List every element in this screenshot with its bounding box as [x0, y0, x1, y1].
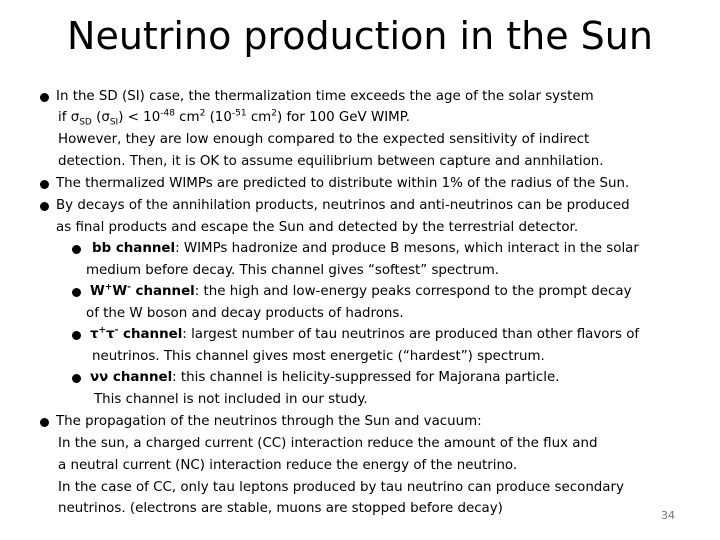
text-line: In the sun, a charged current (CC) interaction reduce the amount of the flux and — [58, 436, 598, 451]
text-line: The thermalized WIMPs are predicted to distribute within 1% of the radius of the Sun. — [56, 176, 630, 191]
text-line: of the W boson and decay products of hadrons. — [86, 306, 404, 321]
sub-bullet-dot — [72, 331, 81, 340]
bullet-dot — [40, 418, 49, 427]
text-segment: : WIMPs hadronize and produce B mesons, which interact in the solar — [175, 241, 639, 256]
text-line — [58, 109, 410, 127]
bullet-dot — [40, 202, 49, 211]
text-line — [90, 283, 632, 301]
sub-bullet-dot — [72, 374, 81, 383]
text-segment: cm — [174, 110, 200, 125]
nu-symbol: ν — [99, 370, 109, 385]
text-line — [90, 326, 639, 344]
text-line: medium before decay. This channel gives “softest” spectrum. — [86, 263, 500, 278]
text-segment: ) < 10 — [118, 110, 161, 125]
text-segment: (10 — [205, 110, 232, 125]
text-segment: if — [58, 110, 71, 125]
text-segment: channel — [118, 327, 183, 342]
text-line: as final products and escape the Sun and detected by the terrestrial detector. — [56, 220, 579, 235]
text-segment: ) for 100 GeV WIMP. — [276, 110, 410, 125]
text-line: However, they are low enough compared to the expected sensitivity of indirect — [58, 132, 590, 147]
text-line: neutrinos. This channel gives most energetic (“hardest”) spectrum. — [92, 349, 545, 364]
text-segment: W — [90, 284, 105, 299]
subscript: SI — [109, 117, 119, 128]
text-line: a neutral current (NC) interaction reduce the energy of the neutrino. — [58, 458, 518, 473]
bullet-dot — [40, 180, 49, 189]
text-line: detection. Then, it is OK to assume equilibrium between capture and annhilation. — [58, 154, 604, 169]
channel-name — [90, 284, 195, 299]
text-segment: cm — [246, 110, 272, 125]
superscript: 2 — [199, 108, 206, 119]
page-number: 34 — [661, 509, 675, 522]
text-segment: : the high and low-energy peaks correspond to the prompt decay — [194, 284, 632, 299]
tau-symbol: τ — [106, 327, 115, 342]
text-line: This channel is not included in our study. — [94, 392, 368, 407]
slide-title: Neutrino production in the Sun — [67, 14, 653, 58]
text-line — [90, 369, 559, 387]
superscript: - — [127, 282, 131, 293]
text-line: By decays of the annihilation products, neutrinos and anti-neutrinos can be produced — [56, 198, 630, 213]
text-segment: : this channel is helicity-suppressed for Majorana particle. — [172, 370, 560, 385]
text-line: The propagation of the neutrinos through the Sun and vacuum: — [56, 414, 482, 429]
superscript: + — [104, 282, 113, 293]
sub-bullet-dot — [72, 245, 81, 254]
superscript: + — [98, 325, 107, 336]
text-line: In the SD (SI) case, the thermalization time exceeds the age of the solar system — [56, 89, 594, 104]
sigma-symbol: σ — [70, 110, 80, 125]
text-segment: channel — [130, 284, 195, 299]
text-segment: channel — [108, 370, 173, 385]
text-line: In the case of CC, only tau leptons produced by tau neutrino can produce secondary — [58, 480, 624, 495]
sigma-symbol: σ — [101, 110, 110, 125]
superscript: 2 — [271, 108, 277, 119]
sub-bullet-dot — [72, 288, 81, 297]
channel-name — [90, 370, 172, 385]
text-line — [92, 240, 639, 258]
superscript: -51 — [231, 108, 247, 119]
tau-symbol: τ — [90, 327, 99, 342]
nu-symbol: ν — [90, 370, 100, 385]
channel-name: bb channel — [92, 241, 176, 256]
text-line: neutrinos. (electrons are stable, muons are stopped before decay) — [58, 501, 503, 516]
text-segment: W — [112, 284, 128, 299]
superscript: -48 — [160, 108, 175, 119]
channel-name — [90, 327, 182, 342]
text-segment: : largest number of tau neutrinos are produced than other flavors of — [182, 327, 640, 342]
text-segment: ( — [91, 110, 102, 125]
bullet-dot — [40, 93, 49, 102]
subscript: SD — [79, 117, 92, 128]
superscript: - — [114, 325, 119, 336]
